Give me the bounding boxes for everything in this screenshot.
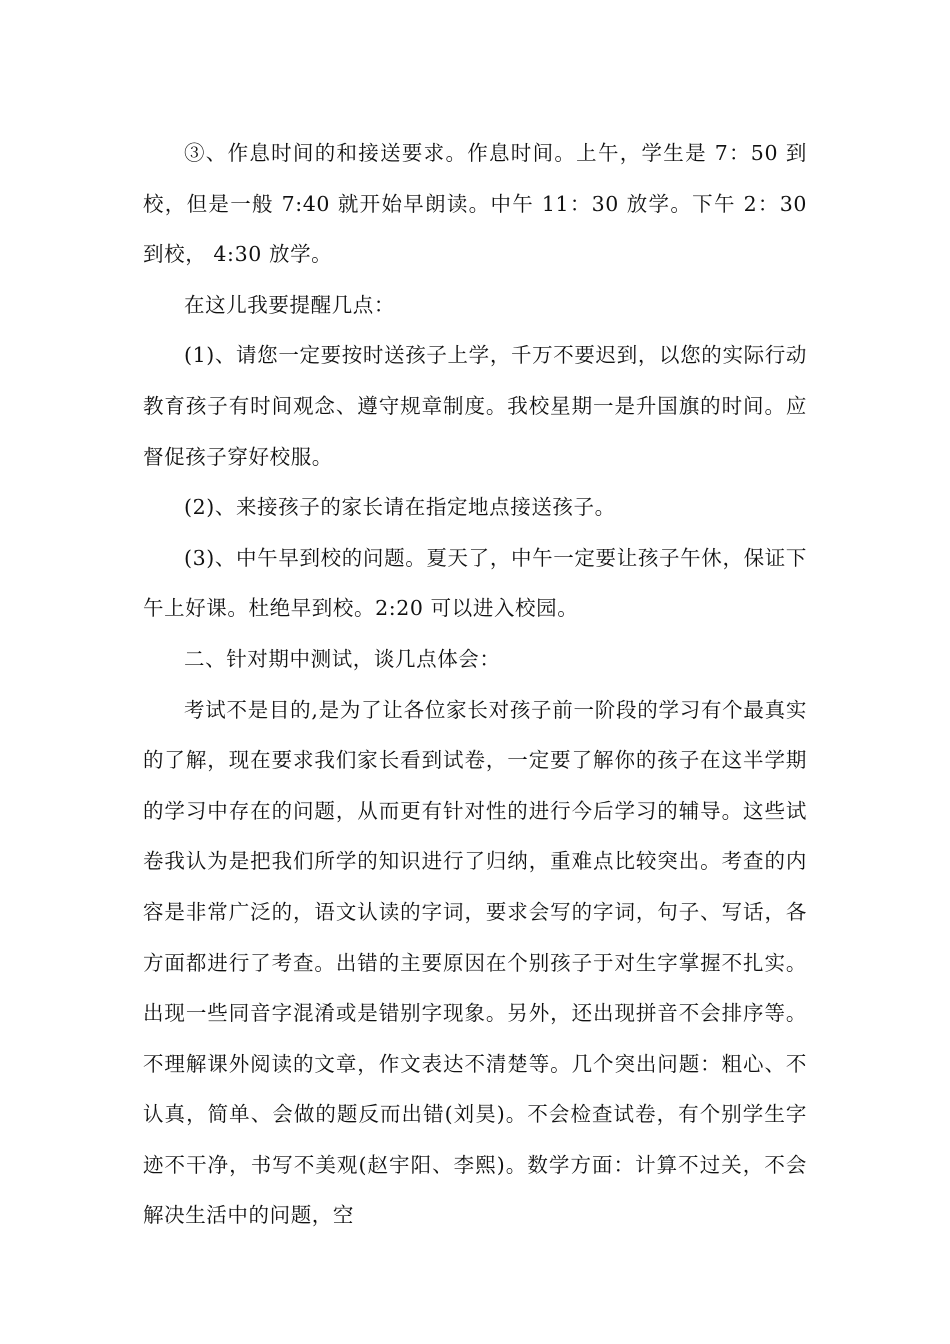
paragraph-reminder-2: (2)、来接孩子的家长请在指定地点接送孩子。 [184,495,616,520]
paragraph-reminder-3: (3)、中午早到校的问题。夏天了，中午一定要让孩子午休，保证下午上好课。杜绝早到校。2:20 可以进入校园。 [143,545,807,621]
document-body [143,128,807,1241]
paragraph-schedule: ③、作息时间的和接送要求。作息时间。上午，学生是 7：50 到校，但是一般 7:40 就开始早朗读。中午 11：30 放学。下午 2：30 到校， 4:30 放学。 [143,141,807,267]
paragraph-reminders-intro: 在这儿我要提醒几点： [184,292,395,317]
paragraph-reminder-1: (1)、请您一定要按时送孩子上学，千万不要迟到，以您的实际行动教育孩子有时间观念、遵守规章制度。我校星期一是升国旗的时间。应督促孩子穿好校服。 [143,343,807,469]
section-heading-midterm: 二、针对期中测试，谈几点体会： [184,646,501,671]
paragraph-exam-analysis: 考试不是目的,是为了让各位家长对孩子前一阶段的学习有个最真实的了解，现在要求我们家长看到试卷，一定要了解你的孩子在这半学期的学习中存在的问题，从而更有针对性的进行今后学习的辅导。这些试卷我认为是把我们所学的知识进行了归纳，重难点比较突出。考查的内容是非常广泛的，语文认读的字词，要求会写的字词，句子、写话，各方面都进行了考查。出错的主要原因在个别孩子于对生字掌握不扎实。出现一些同音字混淆或是错别字现象。另外，还出现拼音不会排序等。不理解课外阅读的文章，作文表达不清楚等。几个突出问题：粗心、不认真，简单、会做的题反而出错(刘昊)。不会检查试卷，有个别学生字迹不干净，书写不美观(赵宇阳、李熙)。数学方面：计算不过关，不会解决生活中的问题，空 [143,697,807,1228]
